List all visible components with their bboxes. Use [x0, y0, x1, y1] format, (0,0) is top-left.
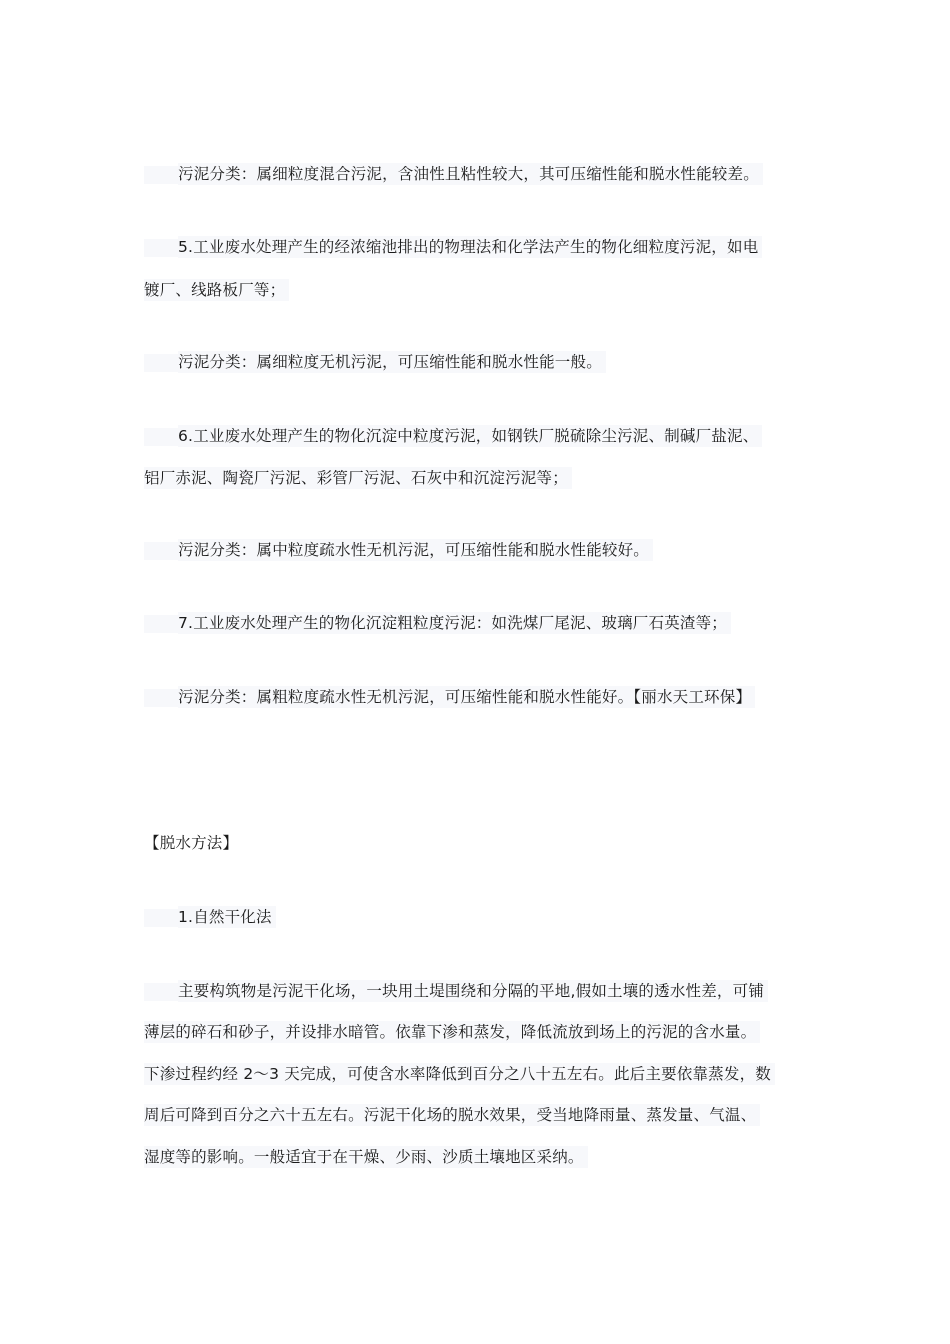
subsection-heading: [144, 906, 276, 928]
paragraph-body-line-5: [144, 1146, 588, 1168]
indent-marker: [144, 615, 178, 633]
section-heading: [144, 832, 238, 854]
indent-marker: [144, 983, 178, 1001]
text-line: 1.自然干化法: [178, 906, 276, 928]
indent-marker: [144, 542, 178, 560]
paragraph-item-6: [144, 425, 762, 447]
text-line: 污泥分类：属中粒度疏水性无机污泥，可压缩性能和脱水性能较好。: [178, 539, 653, 561]
paragraph-body-line-3: [144, 1063, 775, 1085]
text-line: 污泥分类：属细粒度混合污泥，含油性且粘性较大，其可压缩性能和脱水性能较差。: [178, 163, 763, 185]
indent-marker: [144, 909, 178, 927]
text-line: 薄层的碎石和砂子，并设排水暗管。依靠下渗和蒸发，降低流放到场上的污泥的含水量。: [144, 1021, 760, 1043]
indent-marker: [144, 428, 178, 446]
text-line: 镀厂、线路板厂等；: [144, 279, 289, 301]
text-line: 周后可降到百分之六十五左右。污泥干化场的脱水效果，受当地降雨量、蒸发量、气温、: [144, 1104, 760, 1126]
indent-marker: [144, 239, 178, 257]
paragraph-item-5: [144, 236, 762, 258]
paragraph-body-line-1: [144, 980, 768, 1002]
paragraph-body-line-2: [144, 1021, 760, 1043]
indent-marker: [144, 354, 178, 372]
paragraph-classification-4: [144, 163, 763, 185]
text-line: 主要构筑物是污泥干化场，一块用土堤围绕和分隔的平地,假如土壤的透水性差，可铺: [178, 980, 768, 1002]
paragraph-classification-7: [144, 686, 755, 708]
paragraph-classification-5: [144, 351, 606, 373]
paragraph-classification-6: [144, 539, 653, 561]
paragraph-item-5-cont: [144, 279, 289, 301]
paragraph-item-6-cont: [144, 467, 572, 489]
indent-marker: [144, 166, 178, 184]
text-line: 6.工业废水处理产生的物化沉淀中粒度污泥，如钢铁厂脱硫除尘污泥、制碱厂盐泥、: [178, 425, 762, 447]
text-line: 污泥分类：属细粒度无机污泥，可压缩性能和脱水性能一般。: [178, 351, 606, 373]
paragraph-body-line-4: [144, 1104, 760, 1126]
text-line: 5.工业废水处理产生的经浓缩池排出的物理法和化学法产生的物化细粒度污泥，如电: [178, 236, 762, 258]
paragraph-item-7: [144, 612, 731, 634]
text-line: 下渗过程约经 2～3 天完成，可使含水率降低到百分之八十五左右。此后主要依靠蒸发，数: [144, 1063, 775, 1085]
text-line: 污泥分类：属粗粒度疏水性无机污泥，可压缩性能和脱水性能好。【丽水天工环保】: [178, 686, 755, 708]
text-line: 7.工业废水处理产生的物化沉淀粗粒度污泥：如洗煤厂尾泥、玻璃厂石英渣等；: [178, 612, 731, 634]
indent-marker: [144, 689, 178, 707]
text-line: 湿度等的影响。一般适宜于在干燥、少雨、沙质土壤地区采纳。: [144, 1146, 588, 1168]
heading-text: 【脱水方法】: [144, 834, 239, 852]
text-line: 铝厂赤泥、陶瓷厂污泥、彩管厂污泥、石灰中和沉淀污泥等；: [144, 467, 572, 489]
